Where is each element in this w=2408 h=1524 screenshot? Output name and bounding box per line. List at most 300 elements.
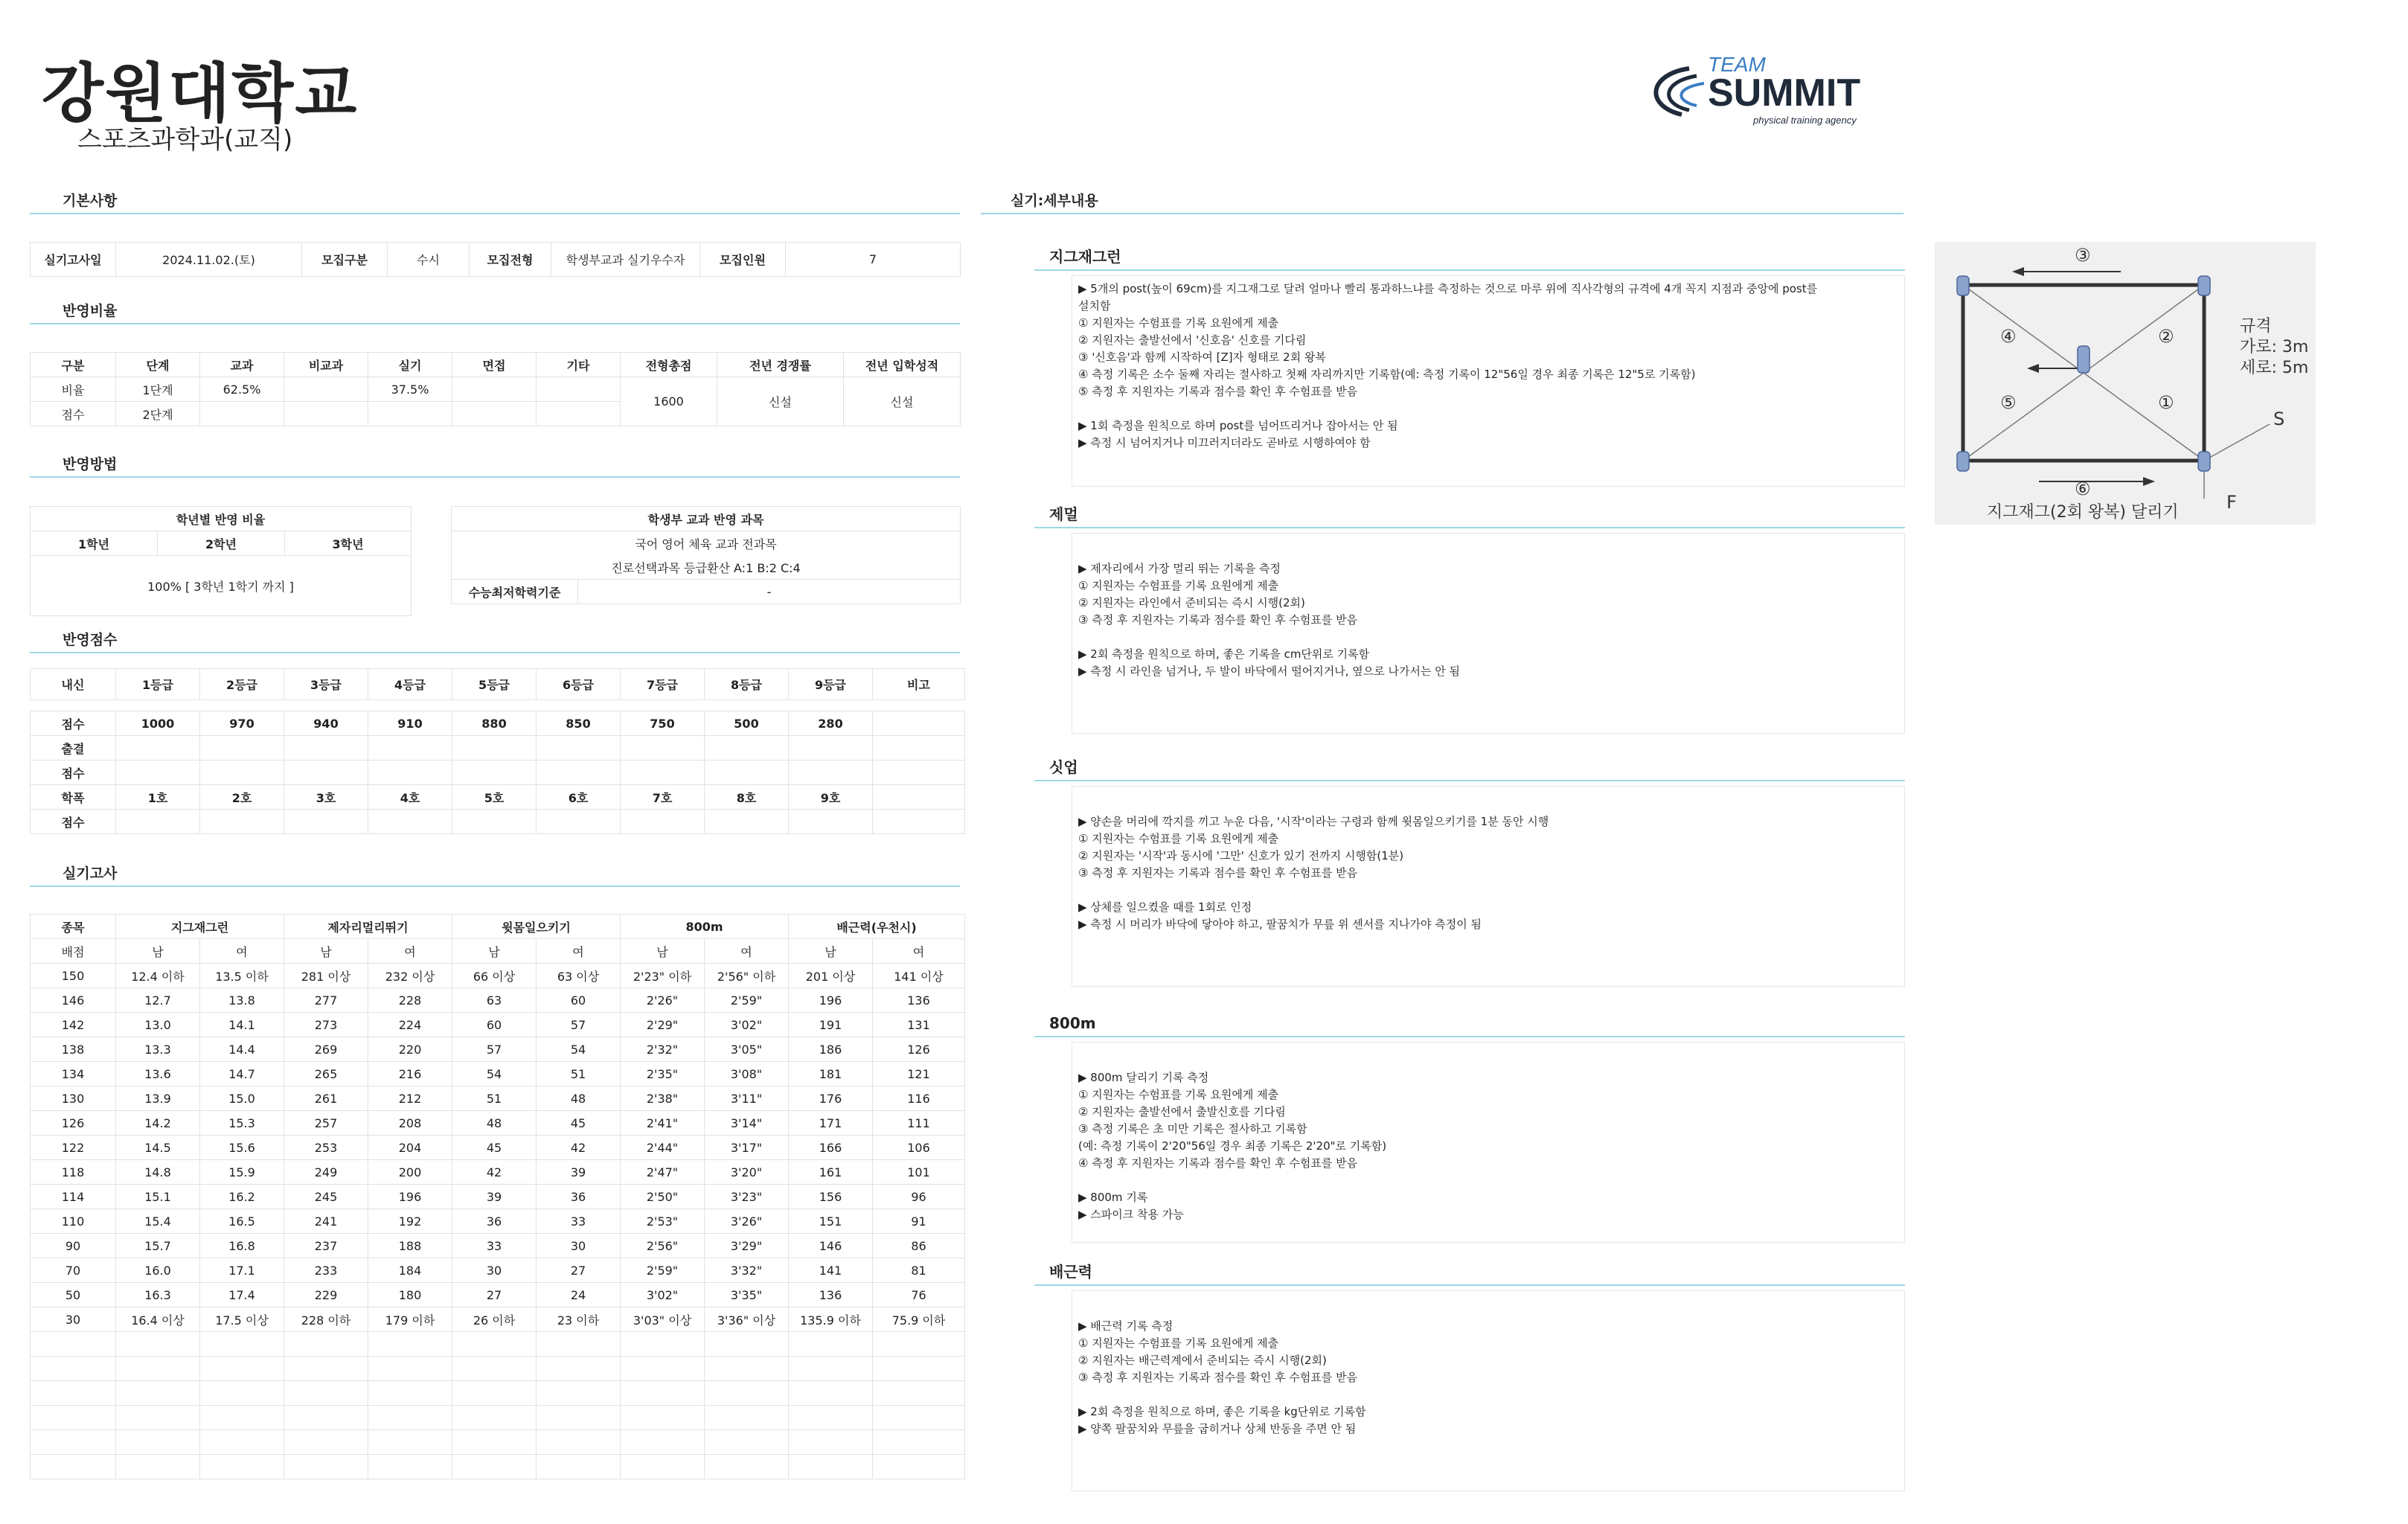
score-row bbox=[31, 785, 965, 810]
practical-cell: 101 bbox=[873, 1160, 965, 1185]
svg-text:①: ① bbox=[2158, 392, 2174, 413]
score-grade-header: 1등급 bbox=[116, 669, 200, 700]
score-cell: 5호 bbox=[452, 785, 537, 810]
practical-cell bbox=[31, 1332, 116, 1357]
practical-cell: 171 bbox=[789, 1111, 873, 1136]
practical-cell: 14.1 bbox=[200, 1013, 284, 1037]
practical-cell: 27 bbox=[452, 1283, 537, 1307]
practical-cell bbox=[284, 1430, 368, 1455]
male-header: 남 bbox=[621, 939, 705, 964]
practical-cell: 220 bbox=[368, 1037, 452, 1062]
practical-cell: 181 bbox=[789, 1062, 873, 1086]
ratio-header: 단계 bbox=[116, 353, 200, 377]
practical-cell: 2'47" bbox=[621, 1160, 705, 1185]
score-cell bbox=[873, 761, 965, 785]
practical-cell bbox=[200, 1357, 284, 1381]
instruction-line: ▶ 2회 측정을 원칙으로 하며, 좋은 기록을 kg단위로 기록함 bbox=[1078, 1405, 1366, 1418]
practical-cell: 30 bbox=[537, 1234, 621, 1258]
practical-cell: 86 bbox=[873, 1234, 965, 1258]
practical-cell: 212 bbox=[368, 1086, 452, 1111]
svg-text:②: ② bbox=[2158, 326, 2174, 347]
practical-cell: 228 bbox=[368, 988, 452, 1013]
detail-instructions bbox=[1072, 533, 1905, 734]
ratio-section-title: 반영비율 bbox=[30, 301, 960, 324]
practical-cell bbox=[452, 1332, 537, 1357]
practical-cell bbox=[873, 1381, 965, 1406]
practical-cell bbox=[789, 1406, 873, 1430]
practical-cell bbox=[452, 1357, 537, 1381]
practical-cell: 135.9 이하 bbox=[789, 1307, 873, 1332]
practical-row bbox=[31, 1209, 965, 1234]
svg-text:세로: 5m: 세로: 5m bbox=[2240, 359, 2309, 377]
instruction-line: ④ 측정 후 지원자는 기록과 점수를 확인 후 수험표를 받음 bbox=[1078, 1156, 1358, 1170]
subject-line2: 진로선택과목 등급환산 A:1 B:2 C:4 bbox=[452, 555, 961, 580]
score-cell bbox=[452, 810, 537, 834]
practical-cell: 24 bbox=[537, 1283, 621, 1307]
score-cell bbox=[200, 810, 284, 834]
practical-cell: 16.2 bbox=[200, 1185, 284, 1209]
grade-ratio-title: 학년별 반영 비율 bbox=[31, 507, 412, 531]
practical-row bbox=[31, 1111, 965, 1136]
event-header: 지그재그런 bbox=[116, 915, 284, 939]
practical-cell: 3'08" bbox=[705, 1062, 789, 1086]
practical-cell: 3'29" bbox=[705, 1234, 789, 1258]
basic-info-table bbox=[30, 242, 961, 277]
score-cell: 1000 bbox=[116, 711, 200, 736]
practical-cell bbox=[452, 1406, 537, 1430]
ratio-cell: 1단계 bbox=[116, 377, 200, 402]
ratio-cell bbox=[537, 402, 621, 426]
practical-cell: 241 bbox=[284, 1209, 368, 1234]
practical-cell: 136 bbox=[873, 988, 965, 1013]
instruction-line: ① 지원자는 수험표를 기록 요원에게 제출 bbox=[1078, 1336, 1279, 1350]
score-cell: 750 bbox=[621, 711, 705, 736]
practical-section-title: 실기고사 bbox=[30, 863, 960, 887]
practical-row bbox=[31, 1062, 965, 1086]
practical-cell: 114 bbox=[31, 1185, 116, 1209]
practical-row bbox=[31, 1185, 965, 1209]
practical-cell bbox=[284, 1455, 368, 1479]
svg-text:TEAM: TEAM bbox=[1708, 53, 1766, 76]
score-cell: 910 bbox=[368, 711, 452, 736]
practical-cell bbox=[284, 1381, 368, 1406]
practical-cell: 130 bbox=[31, 1086, 116, 1111]
instruction-line: ② 지원자는 '시작'과 동시에 '그만' 신호가 있기 전까지 시행함(1분) bbox=[1078, 849, 1404, 862]
university-title: 강원대학교 bbox=[42, 57, 359, 131]
score-cell bbox=[705, 736, 789, 761]
ratio-header: 구분 bbox=[31, 353, 116, 377]
score-cell: 9호 bbox=[789, 785, 873, 810]
practical-cell: 3'05" bbox=[705, 1037, 789, 1062]
practical-cell: 39 bbox=[452, 1185, 537, 1209]
score-grade-header: 7등급 bbox=[621, 669, 705, 700]
practical-cell bbox=[537, 1455, 621, 1479]
min-standard-label: 수능최저학력기준 bbox=[452, 580, 578, 604]
practical-cell: 2'35" bbox=[621, 1062, 705, 1086]
practical-cell: 14.5 bbox=[116, 1136, 200, 1160]
practical-cell: 3'17" bbox=[705, 1136, 789, 1160]
practical-cell bbox=[200, 1406, 284, 1430]
practical-cell: 50 bbox=[31, 1283, 116, 1307]
ratio-competition: 신설 bbox=[717, 377, 844, 426]
practical-cell bbox=[368, 1406, 452, 1430]
practical-cell bbox=[873, 1430, 965, 1455]
ratio-header: 전년 경쟁률 bbox=[717, 353, 844, 377]
instruction-line: ① 지원자는 수험표를 기록 요원에게 제출 bbox=[1078, 832, 1279, 845]
practical-row bbox=[31, 1430, 965, 1455]
practical-cell: 57 bbox=[537, 1013, 621, 1037]
practical-cell: 2'38" bbox=[621, 1086, 705, 1111]
practical-cell: 245 bbox=[284, 1185, 368, 1209]
practical-cell: 166 bbox=[789, 1136, 873, 1160]
practical-cell: 228 이하 bbox=[284, 1307, 368, 1332]
ratio-cell bbox=[284, 402, 368, 426]
practical-cell: 136 bbox=[789, 1283, 873, 1307]
practical-cell: 17.4 bbox=[200, 1283, 284, 1307]
score-cell: 3호 bbox=[284, 785, 368, 810]
score-section-title: 반영점수 bbox=[30, 630, 960, 653]
score-cell bbox=[789, 810, 873, 834]
practical-cell: 110 bbox=[31, 1209, 116, 1234]
score-cell bbox=[873, 810, 965, 834]
practical-cell bbox=[200, 1381, 284, 1406]
practical-cell: 57 bbox=[452, 1037, 537, 1062]
practical-cell: 51 bbox=[537, 1062, 621, 1086]
practical-cell: 237 bbox=[284, 1234, 368, 1258]
practical-cell bbox=[452, 1455, 537, 1479]
practical-cell: 2'59" bbox=[621, 1258, 705, 1283]
practical-cell: 131 bbox=[873, 1013, 965, 1037]
detail-instructions bbox=[1072, 786, 1905, 987]
ratio-cell: 37.5% bbox=[368, 377, 452, 402]
practical-cell: 3'36" 이상 bbox=[705, 1307, 789, 1332]
practical-cell bbox=[31, 1455, 116, 1479]
practical-cell bbox=[537, 1406, 621, 1430]
practical-cell: 12.4 이하 bbox=[116, 964, 200, 988]
practical-cell: 14.8 bbox=[116, 1160, 200, 1185]
instruction-line: ▶ 상체를 일으켰을 때를 1회로 인정 bbox=[1078, 900, 1252, 914]
practical-cell: 36 bbox=[452, 1209, 537, 1234]
practical-cell: 3'03" 이상 bbox=[621, 1307, 705, 1332]
practical-cell: 2'59" bbox=[705, 988, 789, 1013]
practical-cell bbox=[621, 1381, 705, 1406]
score-cell bbox=[200, 736, 284, 761]
score-cell bbox=[537, 736, 621, 761]
practical-row bbox=[31, 1160, 965, 1185]
practical-row bbox=[31, 1357, 965, 1381]
grade-ratio-table bbox=[30, 506, 412, 616]
svg-text:③: ③ bbox=[2075, 245, 2091, 266]
practical-cell bbox=[200, 1430, 284, 1455]
practical-cell: 15.1 bbox=[116, 1185, 200, 1209]
practical-cell: 15.9 bbox=[200, 1160, 284, 1185]
score-cell bbox=[621, 761, 705, 785]
ratio-cell: 62.5% bbox=[200, 377, 284, 402]
practical-row bbox=[31, 964, 965, 988]
practical-row bbox=[31, 1234, 965, 1258]
practical-row bbox=[31, 988, 965, 1013]
practical-cell: 146 bbox=[31, 988, 116, 1013]
category-value: 수시 bbox=[388, 243, 470, 277]
practical-cell: 91 bbox=[873, 1209, 965, 1234]
practical-cell: 216 bbox=[368, 1062, 452, 1086]
practical-cell: 63 이상 bbox=[537, 964, 621, 988]
type-value: 학생부교과 실기우수자 bbox=[551, 243, 700, 277]
practical-cell: 13.6 bbox=[116, 1062, 200, 1086]
practical-cell bbox=[452, 1381, 537, 1406]
practical-cell: 30 bbox=[452, 1258, 537, 1283]
practical-cell: 106 bbox=[873, 1136, 965, 1160]
instruction-line: ▶ 스파이크 착용 가능 bbox=[1078, 1208, 1184, 1221]
practical-cell: 13.8 bbox=[200, 988, 284, 1013]
svg-text:가로: 3m: 가로: 3m bbox=[2240, 338, 2309, 356]
practical-cell bbox=[705, 1430, 789, 1455]
team-summit-logo bbox=[1645, 46, 1898, 143]
detail-event-title: 지그재그런 bbox=[1034, 246, 1905, 271]
method-section-title: 반영방법 bbox=[30, 454, 960, 478]
subject-line1: 국어 영어 체육 교과 전과목 bbox=[452, 531, 961, 556]
practical-cell: 17.1 bbox=[200, 1258, 284, 1283]
score-grade-header: 8등급 bbox=[705, 669, 789, 700]
practical-cell: 121 bbox=[873, 1062, 965, 1086]
practical-cell bbox=[537, 1332, 621, 1357]
ratio-header: 교과 bbox=[200, 353, 284, 377]
score-row bbox=[31, 736, 965, 761]
score-cell bbox=[621, 810, 705, 834]
practical-cell: 15.0 bbox=[200, 1086, 284, 1111]
ratio-cell bbox=[452, 377, 537, 402]
practical-cell: 27 bbox=[537, 1258, 621, 1283]
department-title: 스포츠과학과(교직) bbox=[77, 125, 293, 155]
instruction-line bbox=[1078, 629, 1898, 646]
practical-cell: 16.4 이상 bbox=[116, 1307, 200, 1332]
practical-cell: 142 bbox=[31, 1013, 116, 1037]
practical-cell: 13.5 이하 bbox=[200, 964, 284, 988]
event-header: 윗몸일으키기 bbox=[452, 915, 621, 939]
ratio-total: 1600 bbox=[621, 377, 717, 426]
score-cell: 850 bbox=[537, 711, 621, 736]
practical-cell: 13.9 bbox=[116, 1086, 200, 1111]
instruction-line: ② 지원자는 배근력계에서 준비되는 즉시 시행(2회) bbox=[1078, 1354, 1327, 1367]
practical-cell: 150 bbox=[31, 964, 116, 988]
practical-cell: 2'56" 이하 bbox=[705, 964, 789, 988]
practical-cell bbox=[116, 1406, 200, 1430]
practical-cell bbox=[368, 1357, 452, 1381]
practical-cell: 3'02" bbox=[705, 1013, 789, 1037]
female-header: 여 bbox=[200, 939, 284, 964]
ratio-cell: 비율 bbox=[31, 377, 116, 402]
practical-cell: 45 bbox=[537, 1111, 621, 1136]
practical-cell: 51 bbox=[452, 1086, 537, 1111]
practical-cell: 13.3 bbox=[116, 1037, 200, 1062]
practical-cell: 17.5 이상 bbox=[200, 1307, 284, 1332]
practical-cell: 126 bbox=[31, 1111, 116, 1136]
instruction-line: ① 지원자는 수험표를 기록 요원에게 제출 bbox=[1078, 316, 1279, 330]
practical-row bbox=[31, 1258, 965, 1283]
practical-cell: 3'26" bbox=[705, 1209, 789, 1234]
score-cell bbox=[116, 736, 200, 761]
practical-cell: 2'41" bbox=[621, 1111, 705, 1136]
score-cell bbox=[368, 736, 452, 761]
grade-ratio-value: 100% [ 3학년 1학기 까지 ] bbox=[31, 556, 412, 616]
score-header-table bbox=[30, 668, 965, 700]
instruction-line: ▶ 측정 시 머리가 바닥에 닿아야 하고, 팔꿈치가 무릎 위 센서를 지나가야 측정이 됨 bbox=[1078, 918, 1482, 931]
instruction-line: ② 지원자는 출발선에서 '신호음' 신호를 기다림 bbox=[1078, 333, 1307, 347]
male-header: 남 bbox=[116, 939, 200, 964]
practical-cell: 2'53" bbox=[621, 1209, 705, 1234]
practical-row bbox=[31, 1086, 965, 1111]
practical-row bbox=[31, 1406, 965, 1430]
practical-row bbox=[31, 1332, 965, 1357]
score-row bbox=[31, 810, 965, 834]
practical-cell: 3'35" bbox=[705, 1283, 789, 1307]
instruction-line bbox=[1078, 882, 1898, 899]
practical-cell bbox=[31, 1406, 116, 1430]
score-cell: 8호 bbox=[705, 785, 789, 810]
score-grade-header: 6등급 bbox=[537, 669, 621, 700]
practical-cell bbox=[452, 1430, 537, 1455]
score-cell: 880 bbox=[452, 711, 537, 736]
practical-cell bbox=[368, 1381, 452, 1406]
practical-cell bbox=[116, 1381, 200, 1406]
practical-table bbox=[30, 914, 965, 1479]
grade-header: 2학년 bbox=[158, 531, 285, 556]
practical-cell: 2'23" 이하 bbox=[621, 964, 705, 988]
quota-value: 7 bbox=[786, 243, 961, 277]
svg-text:SUMMIT: SUMMIT bbox=[1708, 71, 1861, 115]
event-header: 800m bbox=[621, 915, 789, 939]
min-standard-value: - bbox=[578, 580, 961, 604]
practical-cell: 224 bbox=[368, 1013, 452, 1037]
instruction-line: ① 지원자는 수험표를 기록 요원에게 제출 bbox=[1078, 1088, 1279, 1101]
instruction-line: (예: 측정 기록이 2'20"56일 경우 최종 기록은 2'20"로 기록함) bbox=[1078, 1139, 1387, 1153]
instruction-line: ③ 측정 기록은 초 미만 기록은 절사하고 기록함 bbox=[1078, 1122, 1307, 1136]
svg-text:지그재그(2회 왕복) 달리기: 지그재그(2회 왕복) 달리기 bbox=[1987, 503, 2179, 522]
ratio-header: 실기 bbox=[368, 353, 452, 377]
practical-cell bbox=[537, 1357, 621, 1381]
practical-cell: 253 bbox=[284, 1136, 368, 1160]
detail-event-title: 싯업 bbox=[1034, 756, 1905, 781]
male-header: 남 bbox=[284, 939, 368, 964]
practical-cell bbox=[873, 1406, 965, 1430]
instruction-line: ③ 측정 후 지원자는 기록과 점수를 확인 후 수험표를 받음 bbox=[1078, 866, 1358, 880]
practical-cell: 184 bbox=[368, 1258, 452, 1283]
exam-date-value: 2024.11.02.(토) bbox=[116, 243, 302, 277]
score-cell: 학폭 bbox=[31, 785, 116, 810]
female-header: 여 bbox=[368, 939, 452, 964]
score-label: 배점 bbox=[31, 939, 116, 964]
practical-cell: 261 bbox=[284, 1086, 368, 1111]
score-cell: 6호 bbox=[537, 785, 621, 810]
practical-row bbox=[31, 1455, 965, 1479]
practical-cell bbox=[621, 1430, 705, 1455]
score-cell: 1호 bbox=[116, 785, 200, 810]
practical-cell bbox=[621, 1406, 705, 1430]
svg-text:⑥: ⑥ bbox=[2075, 478, 2091, 499]
practical-cell: 3'23" bbox=[705, 1185, 789, 1209]
ratio-cell: 2단계 bbox=[116, 402, 200, 426]
practical-cell: 15.7 bbox=[116, 1234, 200, 1258]
practical-cell: 126 bbox=[873, 1037, 965, 1062]
score-cell bbox=[873, 736, 965, 761]
practical-row bbox=[31, 1307, 965, 1332]
practical-cell: 196 bbox=[368, 1185, 452, 1209]
ratio-header: 전년 입학성적 bbox=[844, 353, 961, 377]
detail-event-title: 배근력 bbox=[1034, 1261, 1905, 1286]
grade-header: 3학년 bbox=[285, 531, 412, 556]
practical-cell: 39 bbox=[537, 1160, 621, 1185]
subject-table bbox=[451, 506, 961, 604]
score-cell bbox=[116, 810, 200, 834]
practical-cell: 76 bbox=[873, 1283, 965, 1307]
practical-cell bbox=[705, 1332, 789, 1357]
practical-cell: 2'56" bbox=[621, 1234, 705, 1258]
instruction-line: ▶ 배근력 기록 측정 bbox=[1078, 1319, 1173, 1333]
ratio-cell bbox=[452, 402, 537, 426]
practical-cell: 96 bbox=[873, 1185, 965, 1209]
score-cell bbox=[537, 761, 621, 785]
practical-cell bbox=[116, 1455, 200, 1479]
practical-cell: 2'26" bbox=[621, 988, 705, 1013]
practical-cell bbox=[31, 1381, 116, 1406]
instruction-line: ▶ 양손을 머리에 깍지를 끼고 누운 다음, '시작'이라는 구령과 함께 윗몸일으키기를 1분 동안 시행 bbox=[1078, 815, 1549, 828]
score-cell: 2호 bbox=[200, 785, 284, 810]
basic-section-title: 기본사항 bbox=[30, 190, 960, 214]
practical-cell: 156 bbox=[789, 1185, 873, 1209]
practical-cell bbox=[789, 1455, 873, 1479]
svg-text:physical training agency: physical training agency bbox=[1753, 115, 1857, 126]
practical-cell: 3'32" bbox=[705, 1258, 789, 1283]
practical-cell: 196 bbox=[789, 988, 873, 1013]
grade-header: 1학년 bbox=[31, 531, 158, 556]
instruction-line: ② 지원자는 출발선에서 출발신호를 기다림 bbox=[1078, 1105, 1286, 1118]
score-cell: 7호 bbox=[621, 785, 705, 810]
practical-cell: 146 bbox=[789, 1234, 873, 1258]
instruction-line: ③ '신호음'과 함께 시작하여 [Z]자 형태로 2회 왕복 bbox=[1078, 350, 1326, 364]
practical-cell: 233 bbox=[284, 1258, 368, 1283]
exam-date-label: 실기고사일 bbox=[31, 243, 116, 277]
ratio-entrance: 신설 bbox=[844, 377, 961, 426]
practical-cell bbox=[705, 1455, 789, 1479]
female-header: 여 bbox=[873, 939, 965, 964]
type-label: 모집전형 bbox=[470, 243, 551, 277]
score-grade-header: 5등급 bbox=[452, 669, 537, 700]
score-cell: 점수 bbox=[31, 761, 116, 785]
practical-cell bbox=[621, 1357, 705, 1381]
detail-instructions bbox=[1072, 1290, 1905, 1491]
ratio-header: 면접 bbox=[452, 353, 537, 377]
practical-cell: 16.0 bbox=[116, 1258, 200, 1283]
practical-cell: 45 bbox=[452, 1136, 537, 1160]
practical-cell: 15.6 bbox=[200, 1136, 284, 1160]
score-cell bbox=[368, 810, 452, 834]
practical-cell: 48 bbox=[452, 1111, 537, 1136]
practical-cell bbox=[31, 1357, 116, 1381]
practical-cell: 201 이상 bbox=[789, 964, 873, 988]
ratio-header: 전형총점 bbox=[621, 353, 717, 377]
zigzag-run-diagram bbox=[1935, 242, 2316, 525]
practical-cell: 141 bbox=[789, 1258, 873, 1283]
practical-row bbox=[31, 1013, 965, 1037]
practical-cell bbox=[789, 1357, 873, 1381]
practical-cell bbox=[116, 1430, 200, 1455]
practical-cell: 66 이상 bbox=[452, 964, 537, 988]
event-header: 배근력(우천시) bbox=[789, 915, 965, 939]
subject-title: 학생부 교과 반영 과목 bbox=[452, 507, 961, 531]
detail-event-title: 제멀 bbox=[1034, 503, 1905, 528]
practical-cell: 273 bbox=[284, 1013, 368, 1037]
instruction-line: ③ 측정 후 지원자는 기록과 점수를 확인 후 수험표를 받음 bbox=[1078, 613, 1358, 627]
